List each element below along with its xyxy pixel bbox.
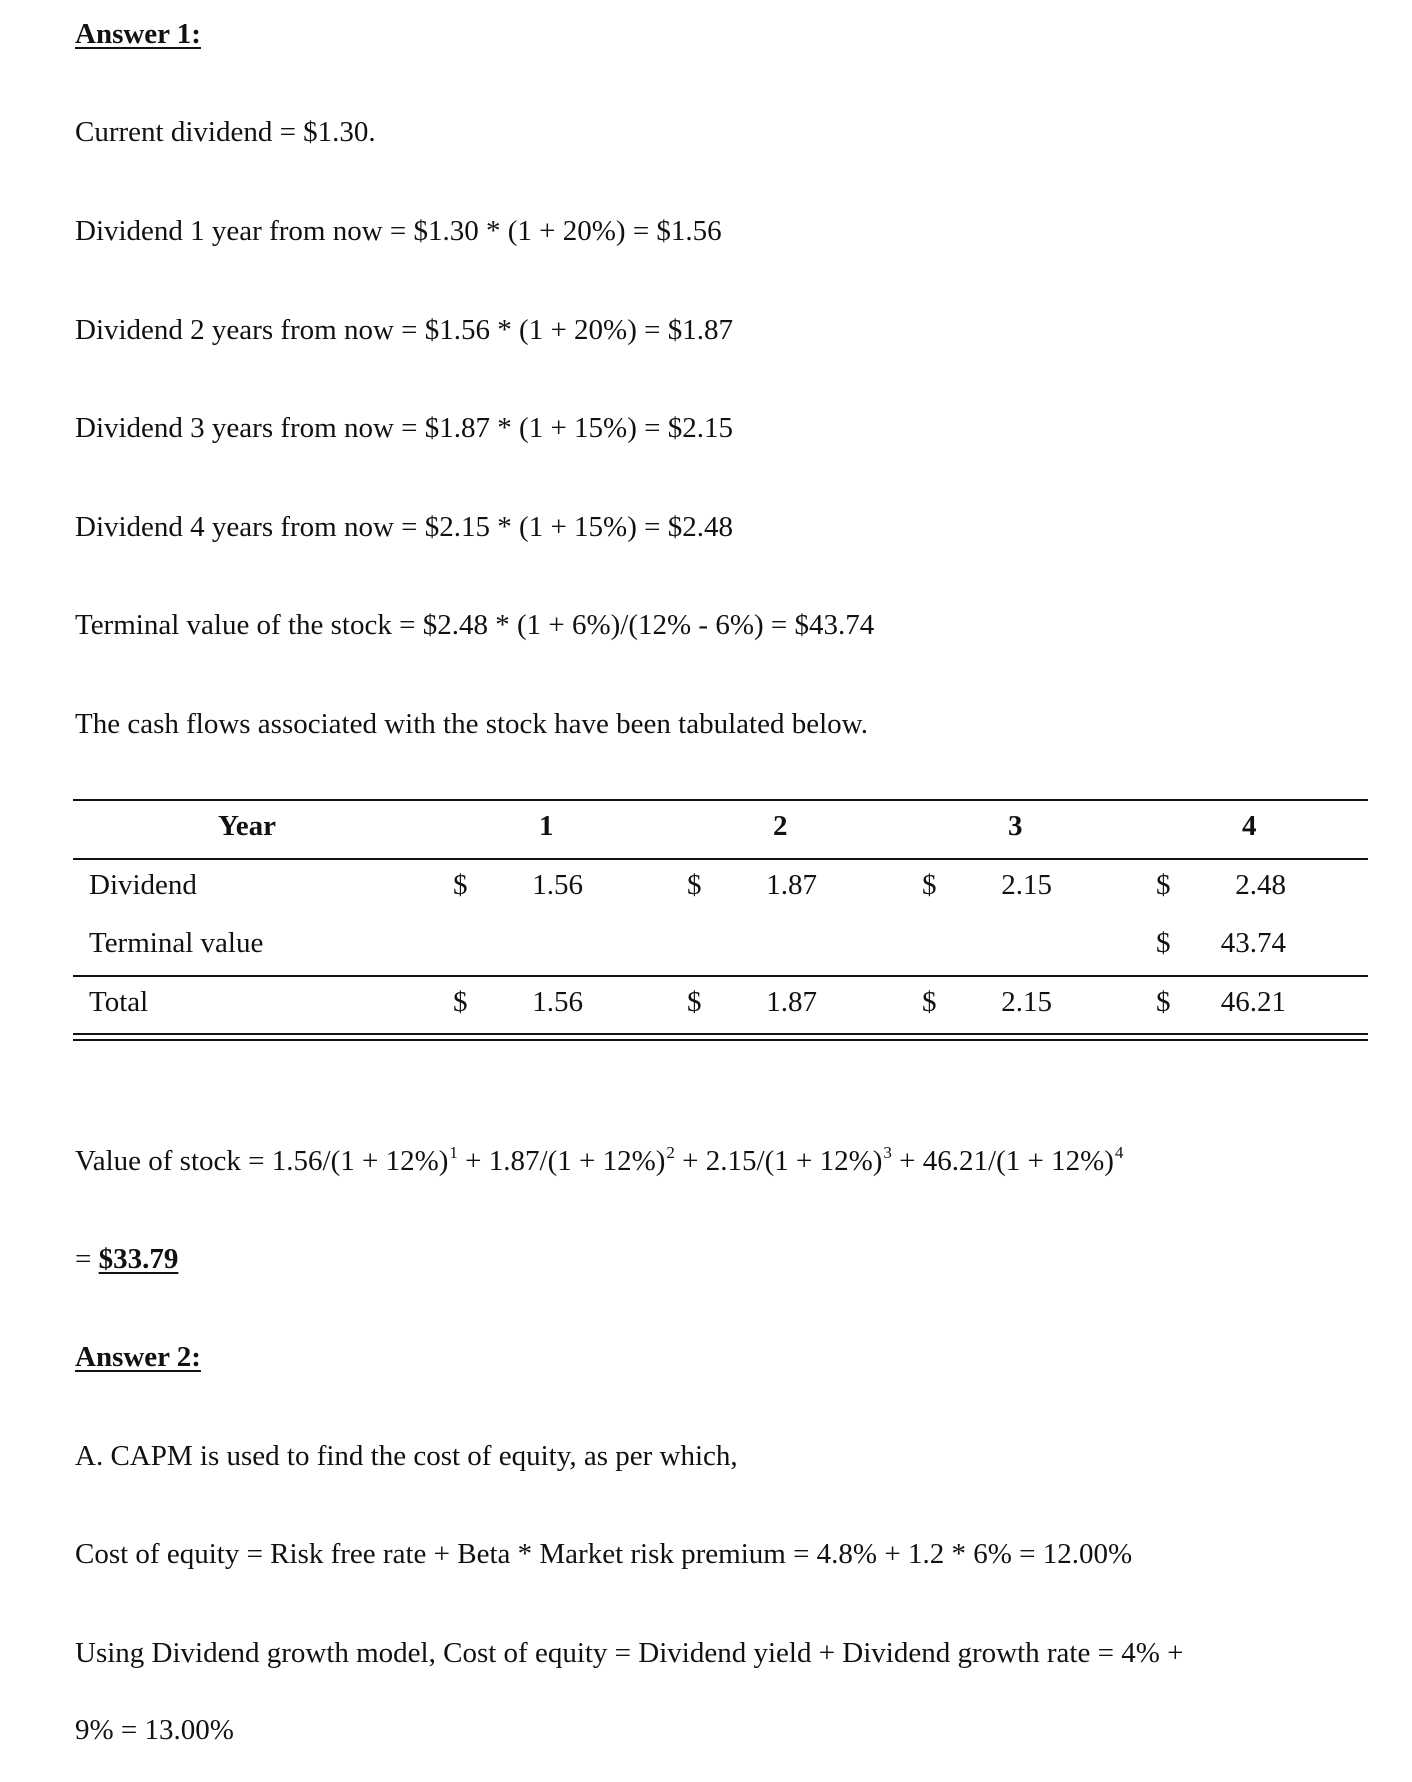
dgm-formula-line-1: Using Dividend growth model, Cost of equity = Dividend yield + Dividend growth rate = 4% +: [75, 1637, 1184, 1669]
table-double-rule-top: [73, 1033, 1368, 1035]
answer-2-heading: Answer 2:: [75, 1341, 201, 1373]
value-of-stock-formula: [75, 1143, 1123, 1179]
table-total-rule: [73, 975, 1368, 977]
formula-prefix: Value of stock =: [75, 1145, 272, 1177]
formula-term-2: + 1.87/(1 + 12%): [457, 1145, 666, 1177]
dividend-year-1-line: Dividend 1 year from now = $1.30 * (1 + 20%) = $1.56: [75, 215, 722, 247]
dividend-year-3-line: Dividend 3 years from now = $1.87 * (1 + 15%) = $2.15: [75, 412, 733, 444]
answer-1-heading: Answer 1:: [75, 18, 201, 50]
total-y1-value: 1.56: [532, 986, 583, 1018]
row-label-total: Total: [89, 986, 149, 1018]
formula-term-4: + 46.21/(1 + 12%): [891, 1145, 1114, 1177]
dividend-year-4-line: Dividend 4 years from now = $2.15 * (1 + 15%) = $2.48: [75, 511, 733, 543]
table-header-year-2: 2: [773, 810, 788, 842]
dividend-y1-value: 1.56: [532, 869, 583, 901]
dividend-y1-currency: $: [453, 869, 468, 901]
table-intro-line: The cash flows associated with the stock have been tabulated below.: [75, 708, 868, 740]
total-y2-currency: $: [687, 986, 702, 1018]
terminal-y4-value: 43.74: [1220, 927, 1286, 959]
row-label-dividend: Dividend: [89, 869, 197, 901]
total-y3-value: 2.15: [1001, 986, 1052, 1018]
dgm-formula-line-2: 9% = 13.00%: [75, 1714, 234, 1746]
terminal-value-line: Terminal value of the stock = $2.48 * (1 + 6%)/(12% - 6%) = $43.74: [75, 609, 875, 641]
total-y4-currency: $: [1156, 986, 1171, 1018]
table-double-rule-bottom: [73, 1039, 1368, 1041]
table-header-rule: [73, 858, 1368, 860]
cash-flow-table: [73, 799, 1368, 1044]
table-header-year-3: 3: [1008, 810, 1023, 842]
total-y1-currency: $: [453, 986, 468, 1018]
total-y2-value: 1.87: [766, 986, 817, 1018]
current-dividend-line: Current dividend = $1.30.: [75, 116, 376, 148]
table-header-year: Year: [218, 810, 276, 842]
dividend-y3-currency: $: [922, 869, 937, 901]
formula-exponent-4: 4: [1114, 1143, 1124, 1162]
dividend-y2-currency: $: [687, 869, 702, 901]
table-header-year-4: 4: [1242, 810, 1257, 842]
dividend-y3-value: 2.15: [1001, 869, 1052, 901]
row-label-terminal-value: Terminal value: [89, 927, 264, 959]
result-prefix: =: [75, 1243, 99, 1275]
formula-exponent-3: 3: [883, 1143, 892, 1162]
table-header-year-1: 1: [539, 810, 554, 842]
capm-intro-line: A. CAPM is used to find the cost of equity, as per which,: [75, 1440, 738, 1472]
formula-exponent-2: 2: [666, 1143, 675, 1162]
total-y3-currency: $: [922, 986, 937, 1018]
table-top-rule: [73, 799, 1368, 801]
dividend-y4-value: 2.48: [1235, 869, 1286, 901]
dividend-y4-currency: $: [1156, 869, 1171, 901]
formula-term-1: 1.56/(1 + 12%): [271, 1145, 449, 1177]
formula-term-3: + 2.15/(1 + 12%): [674, 1145, 883, 1177]
total-y4-value: 46.21: [1220, 986, 1286, 1018]
dividend-year-2-line: Dividend 2 years from now = $1.56 * (1 + 20%) = $1.87: [75, 314, 733, 346]
terminal-y4-currency: $: [1156, 927, 1171, 959]
result-value: $33.79: [98, 1243, 179, 1275]
stock-value-result: [75, 1241, 178, 1277]
capm-formula-line: Cost of equity = Risk free rate + Beta * Market risk premium = 4.8% + 1.2 * 6% = 12.00%: [75, 1538, 1133, 1570]
dividend-y2-value: 1.87: [766, 869, 817, 901]
formula-exponent-1: 1: [449, 1143, 458, 1162]
